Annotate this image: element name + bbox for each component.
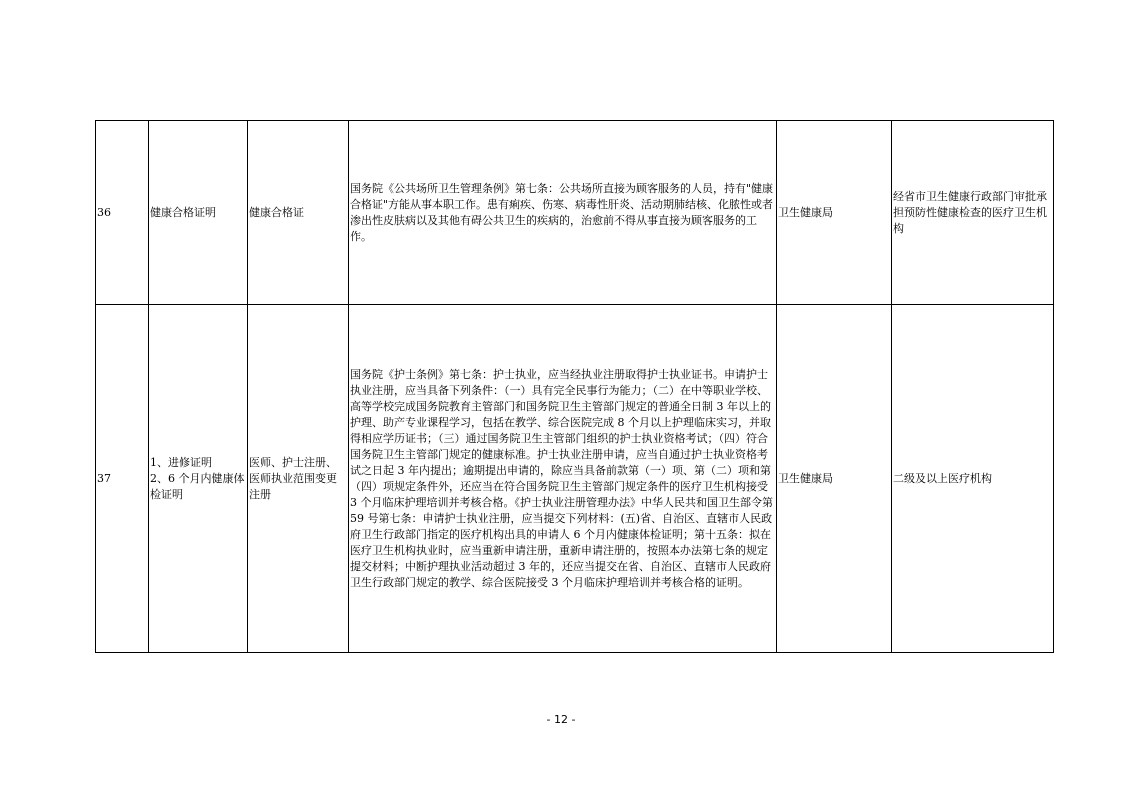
- table-row: [96, 305, 1054, 653]
- material-item: 2、6 个月内健康体检证明: [150, 471, 245, 501]
- legal-basis: 国务院《护士条例》第七条：护士执业，应当经执业注册取得护士执业证书。申请护士执业注册，应当具备下列条件：（一）具有完全民事行为能力；（二）在中等职业学校、高等学校完成国务院教育主管部门和国务院卫生主管部门规定的普通全日制 3 年以上的护理、助产专业课程学习，包括在教学、综合医院完成 8 个月以上护理临床实习，并取得相应学历证书；（三）通过国务院卫生主管部门组织的护士执业资格考试；（四）符合国务院卫生主管部门规定的健康标准。护士执业注册申请，应当自通过护士执业资格考试之日起 3 年内提出；逾期提出申请的，除应当具备前款第（一）项、第（二）项和第（四）项规定条件外，还应当在符合国务院卫生主管部门规定条件的医疗卫生机构接受 3 个月临床护理培训并考核合格。《护士执业注册管理办法》中华人民共和国卫生部令第 59 号第七条：申请护士执业注册，应当提交下列材料：(五)省、自治区、直辖市人民政府卫生行政部门指定的医疗机构出具的申请人 6 个月内健康体检证明；第十五条：拟在医疗卫生机构执业时，应当重新申请注册，重新申请注册的，按照本办法第七条的规定提交材料；中断护理执业活动超过 3 年的，还应当提交在省、自治区、直辖市人民政府卫生行政部门规定的教学、综合医院接受 3 个月临床护理培训并考核合格的证明。: [349, 305, 777, 653]
- certificate-table: [95, 120, 1054, 653]
- required-materials: [149, 121, 248, 305]
- issuing-organization: 经省市卫生健康行政部门审批承担预防性健康检查的医疗卫生机构: [892, 121, 1054, 305]
- issuing-organization: 二级及以上医疗机构: [892, 305, 1054, 653]
- material-item: 健康合格证明: [150, 205, 216, 219]
- table-row: [96, 121, 1054, 305]
- row-number: 37: [96, 305, 149, 653]
- responsible-department: 卫生健康局: [777, 121, 892, 305]
- service-item: 医师、护士注册、医师执业范围变更注册: [248, 305, 349, 653]
- responsible-department: 卫生健康局: [777, 305, 892, 653]
- legal-basis: 国务院《公共场所卫生管理条例》第七条：公共场所直接为顾客服务的人员，持有"健康合格证"方能从事本职工作。患有痢疾、伤寒、病毒性肝炎、活动期肺结核、化脓性或者渗出性皮肤病以及其他有碍公共卫生的疾病的，治愈前不得从事直接为顾客服务的工作。: [349, 121, 777, 305]
- material-item: 1、进修证明: [150, 455, 212, 469]
- row-number: 36: [96, 121, 149, 305]
- page-number: - 12 -: [546, 713, 576, 726]
- required-materials: [149, 305, 248, 653]
- service-item: 健康合格证: [248, 121, 349, 305]
